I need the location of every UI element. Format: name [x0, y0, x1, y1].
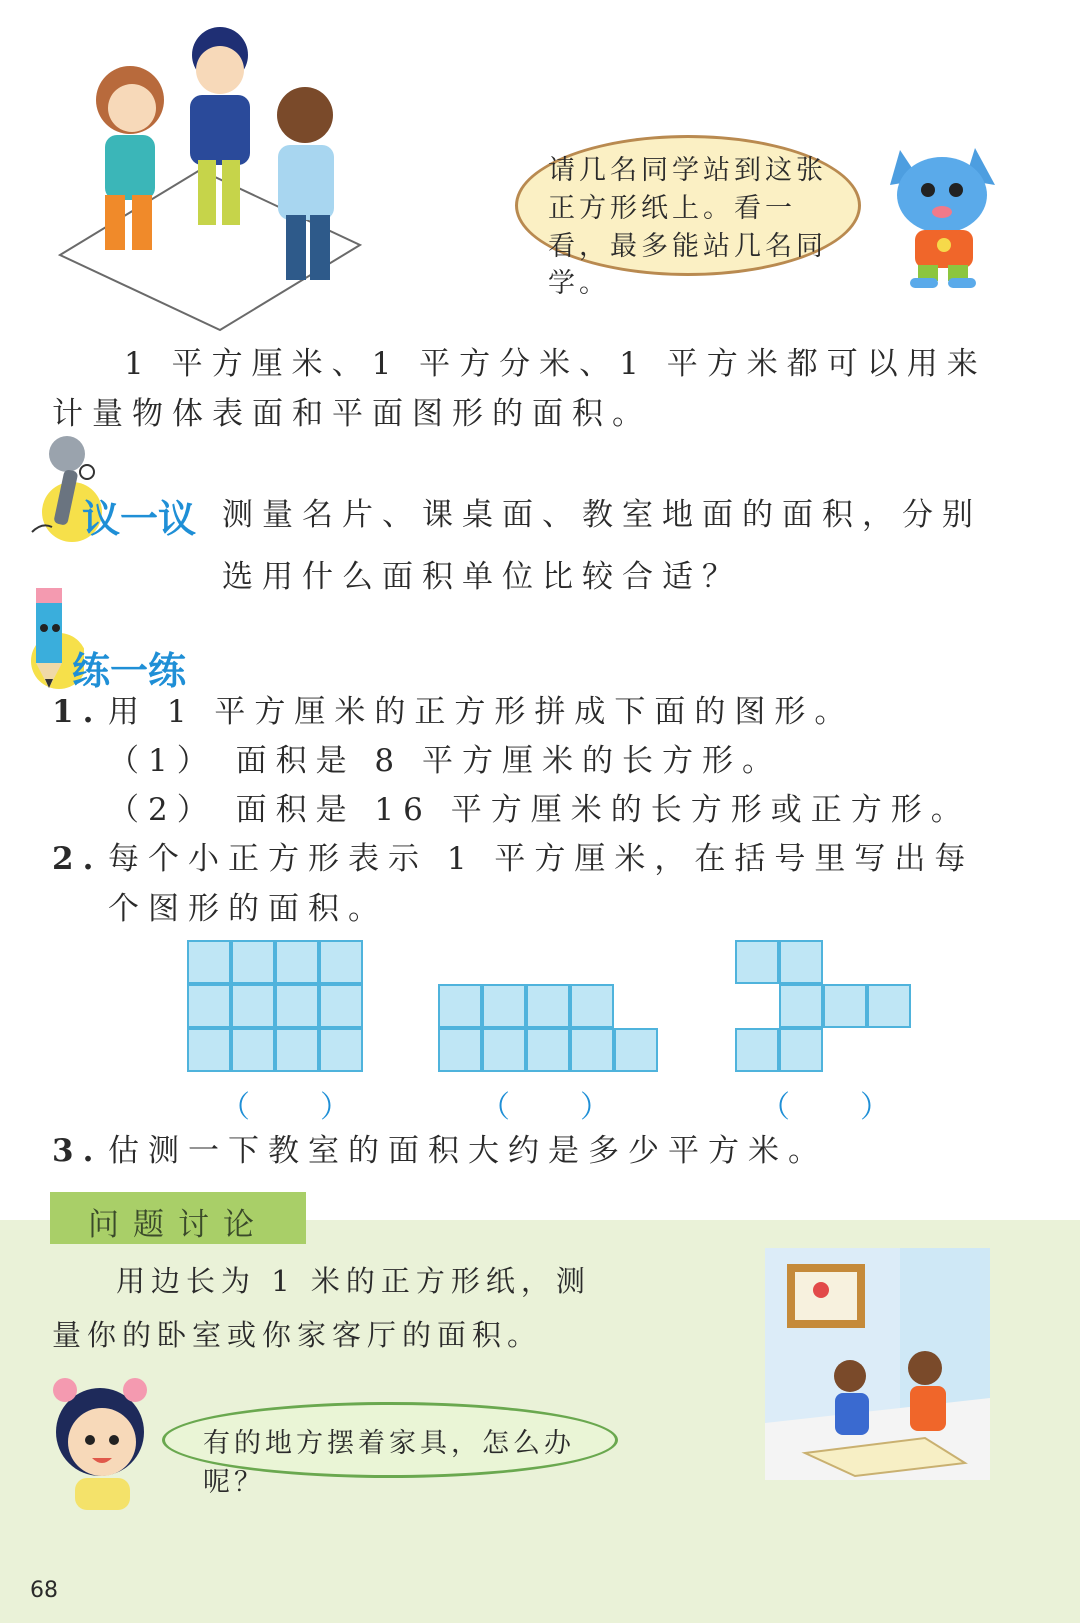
- grid-square: [482, 984, 526, 1028]
- practice-item-text: 用 1 平方厘米的正方形拼成下面的图形。: [108, 694, 855, 730]
- grid-square: [482, 1028, 526, 1072]
- practice-item-number: 1.: [52, 694, 103, 730]
- grid-figure-1: [187, 940, 365, 1074]
- practice-item-2: [52, 835, 992, 934]
- answer-bracket-1[interactable]: [220, 1082, 350, 1126]
- practice-item-number: 2.: [52, 841, 103, 877]
- grid-square: [526, 984, 570, 1028]
- problem-discussion-tab: [50, 1192, 306, 1244]
- grid-square: [319, 940, 363, 984]
- answer-bracket-3[interactable]: [760, 1082, 890, 1126]
- grid-square: [187, 984, 231, 1028]
- grid-square: [735, 1028, 779, 1072]
- grid-square: [319, 984, 363, 1028]
- practice-item-1: [52, 688, 992, 738]
- grid-square: [526, 1028, 570, 1072]
- grid-square: [231, 984, 275, 1028]
- grid-square: [319, 1028, 363, 1072]
- problem-discussion-text: 用边长为 1 米的正方形纸，测量你的卧室或你家客厅的面积。: [52, 1264, 591, 1352]
- grid-square: [735, 940, 779, 984]
- grid-square: [570, 1028, 614, 1072]
- practice-item-text: 每个小正方形表示 1 平方厘米，在括号里写出每个图形的面积。: [108, 841, 975, 927]
- discuss-label: 议一议: [82, 497, 197, 541]
- girl-avatar: [40, 1370, 160, 1510]
- bracket-open: （: [220, 1090, 250, 1125]
- answer-bracket-2[interactable]: [480, 1082, 610, 1126]
- grid-square: [779, 984, 823, 1028]
- grid-square: [438, 984, 482, 1028]
- problem-discussion-title: 问题讨论: [88, 1207, 268, 1243]
- grid-square: [231, 1028, 275, 1072]
- grid-figure-3: [735, 940, 913, 1074]
- grid-square: [275, 1028, 319, 1072]
- grid-square: [231, 940, 275, 984]
- blue-cat-mascot: [880, 140, 1010, 290]
- page-number: 68: [30, 1578, 58, 1603]
- room-illustration: [765, 1248, 990, 1480]
- grid-square: [438, 1028, 482, 1072]
- bracket-close: ）: [320, 1090, 350, 1125]
- grid-square: [614, 1028, 658, 1072]
- intro-paragraph: 1 平方厘米、1 平方分米、1 平方米都可以用来计量物体表面和平面图形的面积。: [52, 346, 987, 432]
- grid-square: [275, 984, 319, 1028]
- bracket-close: ）: [860, 1090, 890, 1125]
- cat-speech-text: 请几名同学站到这张正方形纸上。看一看，最多能站几名同学。: [548, 155, 827, 300]
- practice-item-text: 估测一下教室的面积大约是多少平方米。: [108, 1133, 828, 1169]
- bracket-open: （: [480, 1090, 510, 1125]
- practice-item-number: 3.: [52, 1133, 103, 1169]
- girl-speech-bubble: [162, 1402, 618, 1498]
- grid-square: [823, 984, 867, 1028]
- children-on-paper-illustration: [50, 20, 370, 335]
- bracket-close: ）: [580, 1090, 610, 1125]
- practice-subitem-2: （2） 面积是 16 平方厘米的长方形或正方形。: [108, 792, 971, 828]
- girl-speech-text: 有的地方摆着家具，怎么办呢？: [203, 1428, 575, 1498]
- grid-square: [570, 984, 614, 1028]
- bracket-open: （: [760, 1090, 790, 1125]
- grid-square: [187, 940, 231, 984]
- discuss-text: 测量名片、课桌面、教室地面的面积，分别选用什么面积单位比较合适？: [222, 497, 982, 595]
- practice-subitem-1: （1） 面积是 8 平方厘米的长方形。: [108, 743, 783, 779]
- grid-figure-2: [438, 984, 660, 1074]
- grid-square: [867, 984, 911, 1028]
- cat-speech-bubble: [515, 135, 861, 300]
- grid-square: [779, 1028, 823, 1072]
- grid-square: [779, 940, 823, 984]
- grid-square: [275, 940, 319, 984]
- grid-square: [187, 1028, 231, 1072]
- practice-item-3: [52, 1127, 992, 1177]
- practice-label: 练一练: [72, 649, 187, 693]
